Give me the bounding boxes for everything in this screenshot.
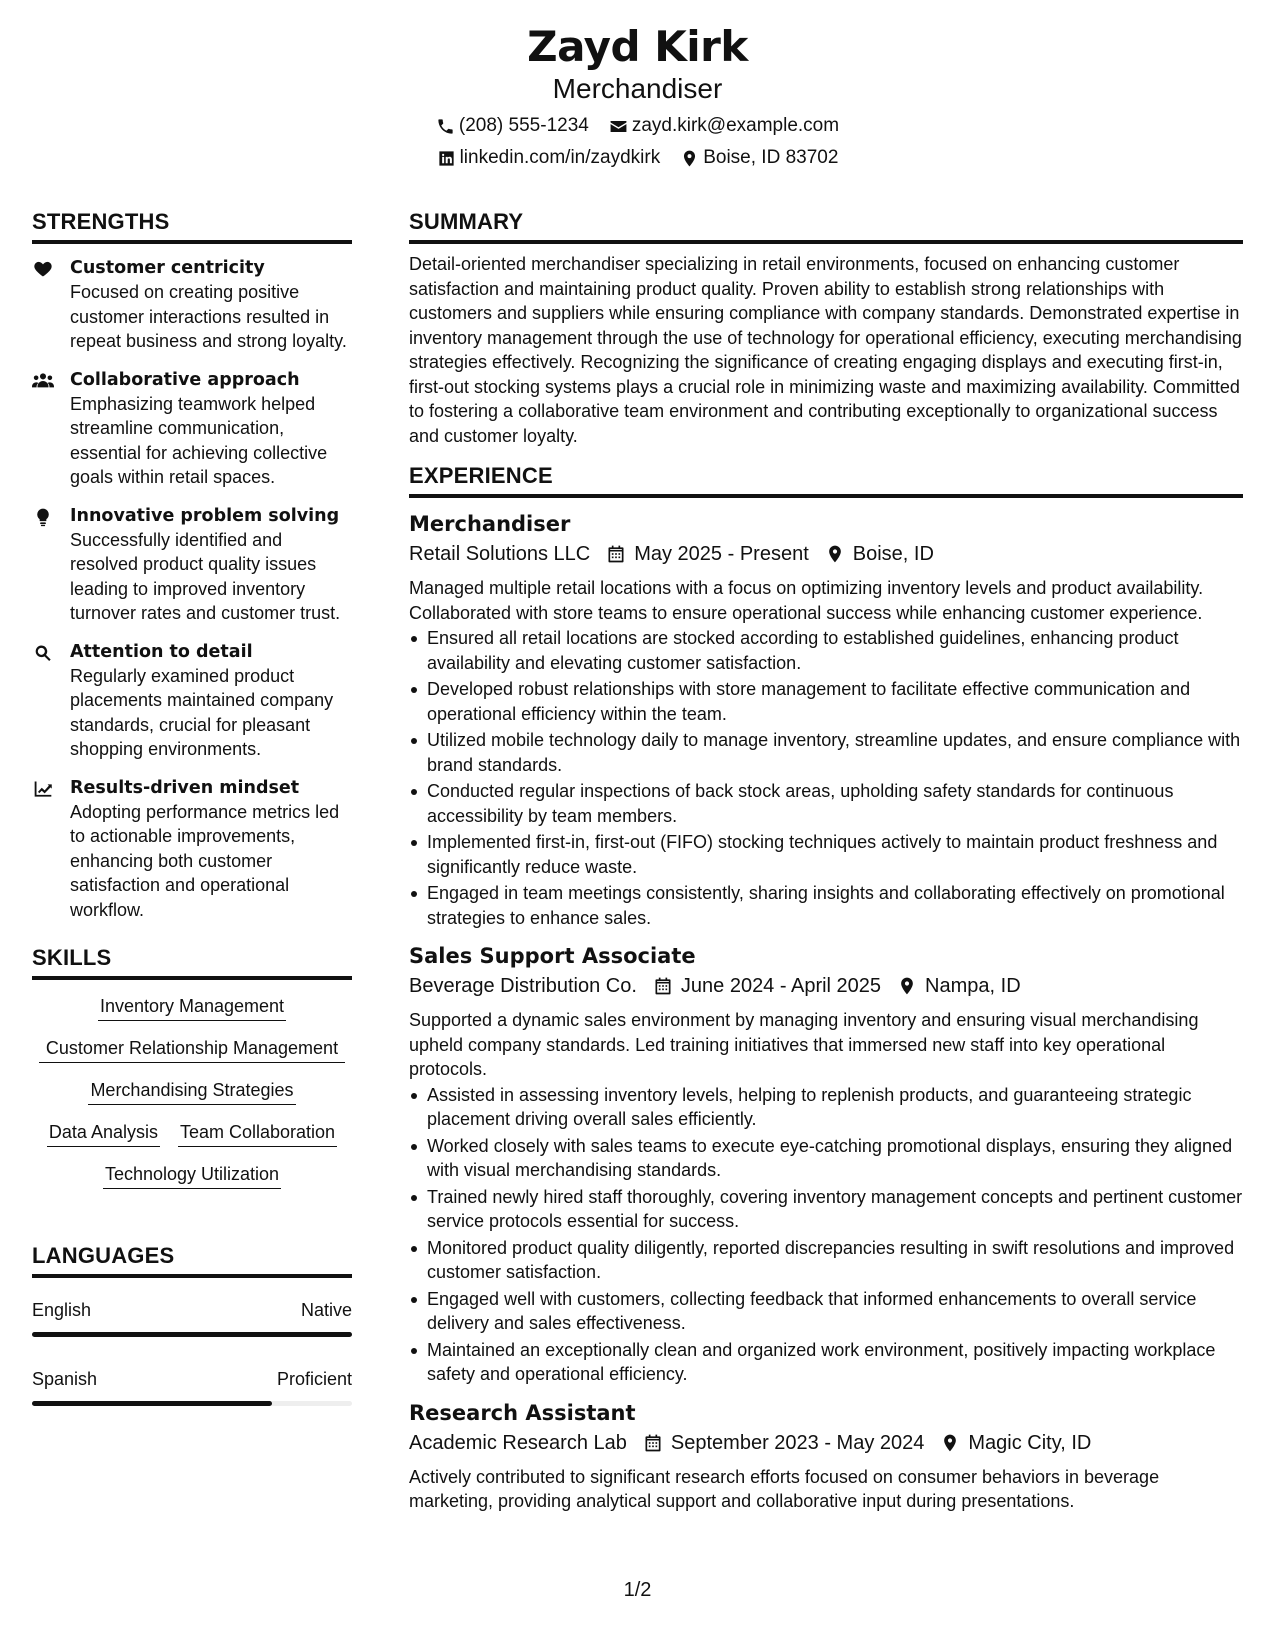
job-dates — [653, 972, 881, 1000]
linkedin-contact[interactable] — [437, 146, 661, 170]
job-bullet: Trained newly hired staff thoroughly, covering inventory management concepts and pertinent customer service protocols essential for success. — [409, 1185, 1243, 1234]
job-dates-text: May 2025 - Present — [634, 543, 809, 565]
strength-desc: Adopting performance metrics led to actionable improvements, enhancing both customer satisfaction and operational workflow. — [70, 801, 340, 920]
job-dates — [643, 1429, 925, 1457]
strength-title: Collaborative approach — [70, 369, 300, 390]
language-item — [32, 1367, 352, 1406]
phone-text: (208) 555-1234 — [458, 115, 589, 136]
candidate-role: Merchandiser — [552, 73, 723, 104]
strength-title: Customer centricity — [70, 258, 265, 278]
phone-contact — [436, 114, 589, 138]
strength-item — [32, 776, 352, 923]
job-description: Managed multiple retail locations with a focus on optimizing inventory levels and product availability. Collaborated with store teams to ensure operational success while enhancing customer experience. — [409, 578, 1204, 623]
experience-list — [409, 510, 1243, 1514]
location-contact — [680, 146, 838, 170]
job-company-text: Academic Research Lab — [409, 1431, 627, 1454]
map-pin-icon — [897, 976, 917, 996]
job-bullet: Conducted regular inspections of back stock areas, upholding safety standards for continuous accessibility by team members. — [409, 779, 1243, 828]
job-company — [409, 1429, 627, 1457]
job-title: Sales Support Associate — [409, 944, 696, 968]
contact-row-2 — [0, 146, 1275, 170]
map-pin-icon — [825, 544, 845, 564]
job-bullet: Developed robust relationships with store management to facilitate effective communication and operational efficiency within the team. — [409, 677, 1243, 726]
linkedin-icon — [437, 149, 456, 168]
job-bullet: Implemented first-in, first-out (FIFO) stocking techniques actively to maintain product freshness and significantly reduce waste. — [409, 830, 1243, 879]
job-location — [897, 972, 1021, 1000]
language-level: Native — [300, 1300, 352, 1320]
left-column — [32, 208, 352, 1406]
language-proficiency-fill — [32, 1332, 352, 1337]
strength-desc: Emphasizing teamwork helped streamline communication, essential for achieving collective goals within retail spaces. — [70, 393, 328, 487]
chart-line-icon — [32, 779, 54, 799]
job-company-text: Beverage Distribution Co. — [409, 975, 637, 997]
job-location-text: Boise, ID — [852, 543, 934, 565]
lightbulb-icon — [32, 507, 54, 527]
calendar-icon — [653, 976, 673, 996]
job-description: Supported a dynamic sales environment by managing inventory and ensuring visual merchandising upheld company standards. Led training initiatives that immersed new staff into key operational protocols. — [409, 1010, 1199, 1079]
language-item — [32, 1298, 352, 1337]
email-text: zayd.kirk@example.com — [631, 115, 840, 136]
skill-tag: Technology Utilization — [103, 1162, 281, 1189]
skill-tag: Customer Relationship Management — [39, 1036, 345, 1063]
strength-item — [32, 256, 352, 354]
job-company-text: Retail Solutions LLC — [409, 543, 591, 565]
job-bullet: Ensured all retail locations are stocked according to established guidelines, enhancing product availability and elevating customer satisfaction. — [409, 626, 1243, 675]
linkedin-text: linkedin.com/in/zaydkirk — [459, 147, 661, 168]
strength-desc: Focused on creating positive customer interactions resulted in repeat business and strong loyalty. — [70, 282, 347, 351]
strength-item — [32, 368, 352, 490]
job-company — [409, 972, 637, 1000]
job-entry — [409, 1399, 1243, 1514]
job-location — [825, 540, 934, 568]
job-dates-text: September 2023 - May 2024 — [670, 1431, 925, 1454]
job-company — [409, 540, 590, 568]
right-column — [409, 208, 1243, 1514]
job-bullet: Engaged in team meetings consistently, sharing insights and collaborating effectively on promotional strategies to enhance sales. — [409, 881, 1243, 930]
job-meta — [409, 540, 1243, 568]
job-meta — [409, 972, 1243, 1000]
strength-title: Results-driven mindset — [70, 777, 300, 798]
job-bullets — [409, 626, 1243, 930]
skill-tag: Data Analysis — [47, 1120, 160, 1147]
strengths-list — [32, 256, 352, 922]
job-bullet: Maintained an exceptionally clean and organized work environment, positively impacting workplace safety and operational efficiency. — [409, 1338, 1243, 1387]
job-bullets — [409, 1083, 1243, 1387]
heart-icon — [32, 259, 54, 279]
map-pin-icon — [940, 1433, 960, 1453]
language-proficiency-fill — [32, 1401, 272, 1406]
experience-heading: EXPERIENCE — [409, 462, 1243, 498]
job-location — [940, 1429, 1091, 1457]
strength-title: Attention to detail — [70, 641, 253, 662]
job-title: Merchandiser — [409, 512, 571, 536]
page-number: 1/2 — [623, 1579, 652, 1601]
email-contact[interactable] — [609, 114, 839, 138]
candidate-name: Zayd Kirk — [527, 22, 748, 71]
strengths-heading: STRENGTHS — [32, 208, 352, 244]
strength-desc: Regularly examined product placements maintained company standards, crucial for pleasant shopping environments. — [70, 665, 334, 759]
map-pin-icon — [680, 149, 699, 168]
strength-item — [32, 504, 352, 626]
job-bullet: Assisted in assessing inventory levels, helping to replenish products, and guaranteeing strategic placement driving overall sales efficiently. — [409, 1083, 1243, 1132]
job-description: Actively contributed to significant research efforts focused on consumer behaviors in beverage marketing, providing analytical support and collaborative input during presentations. — [409, 1466, 1160, 1511]
skills-heading: SKILLS — [32, 944, 352, 980]
language-proficiency-bar — [32, 1401, 352, 1406]
job-bullet: Utilized mobile technology daily to manage inventory, streamline updates, and ensure compliance with brand standards. — [409, 728, 1243, 777]
skill-tag: Inventory Management — [98, 994, 286, 1021]
phone-icon — [436, 117, 455, 136]
summary-text: Detail-oriented merchandiser specializing in retail environments, focused on enhancing customer satisfaction and maintaining product quality. Proven ability to establish strong relationships with customers and suppliers while ensuring compliance with company standards. Demonstrated expertise in inventory management through the use of technology for operational efficiency, executing merchandising strategies effectively. Recognizing the significance of creating engaging displays and executing first-in, first-out stocking systems plays a crucial role in minimizing waste and maximizing availability. Committed to fostering a collaborative team environment and contributing exceptionally to organizational success and customer loyalty. — [409, 254, 1242, 446]
job-entry — [409, 510, 1243, 930]
job-location-text: Nampa, ID — [925, 975, 1021, 997]
languages-heading: LANGUAGES — [32, 1242, 352, 1278]
strength-desc: Successfully identified and resolved product quality issues leading to improved inventory turnover rates and customer trust. — [70, 529, 341, 623]
location-text: Boise, ID 83702 — [703, 147, 839, 168]
calendar-icon — [606, 544, 626, 564]
job-dates — [606, 540, 809, 568]
envelope-icon — [609, 117, 628, 136]
strength-item — [32, 640, 352, 762]
calendar-icon — [643, 1433, 663, 1453]
skill-tag: Team Collaboration — [178, 1120, 337, 1147]
strength-title: Innovative problem solving — [70, 505, 340, 526]
language-level: Proficient — [276, 1369, 352, 1389]
job-bullet: Engaged well with customers, collecting feedback that informed enhancements to overall service delivery and sales effectiveness. — [409, 1287, 1243, 1336]
job-meta — [409, 1429, 1243, 1457]
job-entry — [409, 942, 1243, 1387]
summary-heading: SUMMARY — [409, 208, 1243, 244]
language-name: Spanish — [32, 1369, 98, 1389]
contact-row-1 — [0, 114, 1275, 138]
resume-header — [0, 22, 1275, 170]
job-bullet: Worked closely with sales teams to execute eye-catching promotional displays, ensuring they aligned with visual merchandising standards. — [409, 1134, 1243, 1183]
job-dates-text: June 2024 - April 2025 — [680, 975, 882, 997]
skill-tag: Merchandising Strategies — [88, 1078, 295, 1105]
skills-list — [32, 994, 352, 1204]
language-name: English — [32, 1300, 92, 1320]
job-bullet: Monitored product quality diligently, reported discrepancies resulting in swift resolutions and improved customer satisfaction. — [409, 1236, 1243, 1285]
job-location-text: Magic City, ID — [968, 1431, 1092, 1454]
search-icon — [32, 643, 54, 663]
language-proficiency-bar — [32, 1332, 352, 1337]
users-icon — [32, 371, 54, 391]
job-title: Research Assistant — [409, 1400, 636, 1425]
